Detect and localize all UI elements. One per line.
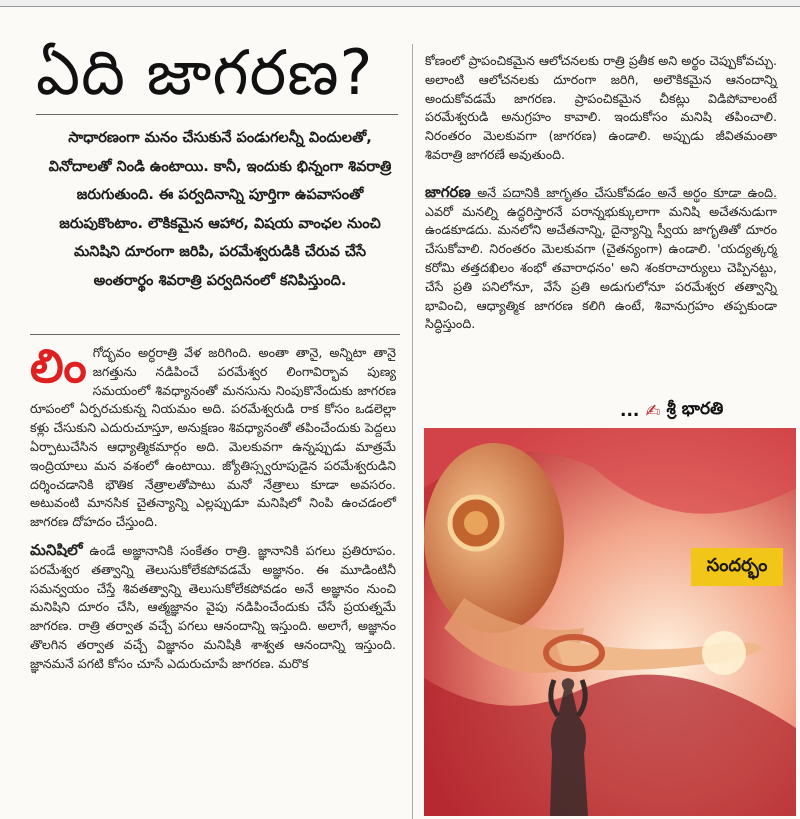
title-divider — [36, 114, 398, 115]
paragraph-3: కోణంలో ప్రాపంచికమైన ఆలోచనలకు రాత్రి ప్రతీక అని అర్థం చెప్పుకోవచ్చు. అలాంటి ఆలోచనలకు దూరంగా జరిగి, అలౌకికమైన ఆనందాన్ని అందుకోవడమే జాగరణ. ప్రాపంచికమైన చీకట్లు విడిపోవాలంటే పరమేశ్వరుడి అనుగ్రహం కావాలి. ఇందుకోసం మనిషి తపించాలి. నిరంతరం మెలకువగా (జాగరణ) ఉండాలి. అప్పుడు జీవితమంతా శివరాత్రి జాగరణే అవుతుంది. — [425, 53, 777, 162]
paragraph-2-lead: మనిషిలో — [30, 540, 83, 559]
paragraph-1-text: గోద్భవం అర్ధరాత్రి వేళ జరిగింది. అంతా తానై, అన్నిటా తానై జగత్తును నడిపించే పరమేశ్వర లింగావిర్భావ పుణ్య సమయంలో శివధ్యానంతో మనసును నింపుకొనేందుకు జాగరణ రూపంలో ఏర్పరచుకున్న నియమం అది. పరమేశ్వరుడి రాక కోసం ఒడలెల్లా కళ్లు చేసుకుని ఎదురుచూస్తూ, అనుక్షణం శివధ్యానంతో తపించేందుకు పెద్దలు ఏర్పాటుచేసిన ఆధ్యాత్మికమార్గం అది. మెలకువగా ఉన్నప్పుడు మాత్రమే ఇంద్రియాలు మన వశంలో ఉంటాయి. జ్యోతిస్స్వరూపుడైన పరమేశ్వరుడిని దర్శించడానికి భౌతిక నేత్రాలతోపాటు మనో నేత్రాలు కూడా అవసరం. అటువంటి మానసిక చైతన్యాన్ని ఎల్లప్పుడూ మనిషిలో నింపి ఉంచడంలో జాగరణ దోహదం చేస్తుంది. — [30, 345, 396, 530]
paragraph-4 — [425, 183, 777, 334]
article-title: ఏది జాగరణ? — [36, 36, 374, 109]
paragraph-2-text: ఉండే అజ్ఞానానికి సంకేతం రాత్రి. జ్ఞానానికి పగలు ప్రతిరూపం. పరమేశ్వర తత్వాన్ని తెలుసుకోలేకపోవడమే అజ్ఞానం. ఈ మూడింటినీ సమన్వయం చేస్తే శివతత్వాన్ని తెలుసుకోలేకపోవడం అనే అజ్ఞానం నుంచి మనిషిని దూరం చేసి, ఆత్మజ్ఞానం వైపు నడిపించేందుకు చేసే ప్రయత్నమే జాగరణ. రాత్రి తర్వాత వచ్చే పగలు ఆనందాన్ని ఇస్తుంది. అలాగే, అజ్ఞానం తొలగిన తర్వాత వచ్చే విజ్ఞానం మనిషికి శాశ్వత ఆనందాన్ని ఇస్తుంది. జ్ఞానమనే పగటి కోసం చూసే ఎదురుచూపే జాగరణ. మరొక — [30, 542, 396, 671]
article-illustration — [424, 428, 796, 816]
paragraph-4-lead: జాగరణ — [425, 182, 471, 201]
author-name: శ్రీ భారతి — [666, 399, 724, 419]
section-badge: సందర్భం — [691, 548, 783, 586]
paragraph-2 — [30, 541, 396, 674]
paragraph-1 — [30, 339, 396, 532]
intro-divider — [30, 334, 400, 335]
byline-dots: ... — [620, 401, 640, 421]
column-left — [30, 339, 396, 683]
column-divider — [412, 44, 413, 819]
paragraph-divider — [425, 198, 777, 199]
dropcap: లిం — [30, 339, 87, 393]
article-intro: సాధారణంగా మనం చేసుకునే పండుగలన్నీ విందులతో, వినోదాలతో నిండి ఉంటాయి. కానీ, ఇందుకు భిన్నంగా శివరాత్రి జరుగుతుంది. ఈ పర్వదినాన్ని పూర్తిగా ఉపవాసంతో జరుపుకొంటాం. లౌకికమైన ఆహార, విషయ వాంఛల నుంచి మనిషిని దూరంగా జరిపి, పరమేశ్వరుడికి చేరువ చేసే అంతరార్థం శివరాత్రి పర్వదినంలో కనిపిస్తుంది. — [48, 130, 392, 289]
pen-icon: ✍ — [645, 400, 661, 422]
paragraph-4-text: అనే పదానికి జాగృతం చేసుకోవడం అనే అర్థం కూడా ఉంది. ఎవరో మనల్ని ఉద్ధరిస్తారనే పరాన్నభుక్కులాగా మనిషి అచేతనుడుగా ఉండకూడదు. మనలోని అచేతనాన్ని, దైన్యాన్ని స్వీయ జాగృతితో దూరం చేసుకోవాలి. నిరంతరం మెలకువగా (చైతన్యంగా) ఉండాలి. 'యద్యత్కర్మ కరోమి తత్తదఖిలం శంభో తవారాధనం' అని శంకరాచార్యులు చెప్పినట్టు, చేసే ప్రతి పనిలోనూ, వేసే ప్రతి అడుగులోనూ పరమేశ్వర తత్వాన్ని భావించి, ఆధ్యాత్మిక జాగరణ కలిగి ఉంటే, శివానుగ్రహం తప్పకుండా సిద్ధిస్తుంది. — [425, 184, 777, 332]
shiva-illustration — [424, 428, 796, 816]
page-top-border — [0, 0, 800, 7]
author-byline — [620, 399, 790, 423]
